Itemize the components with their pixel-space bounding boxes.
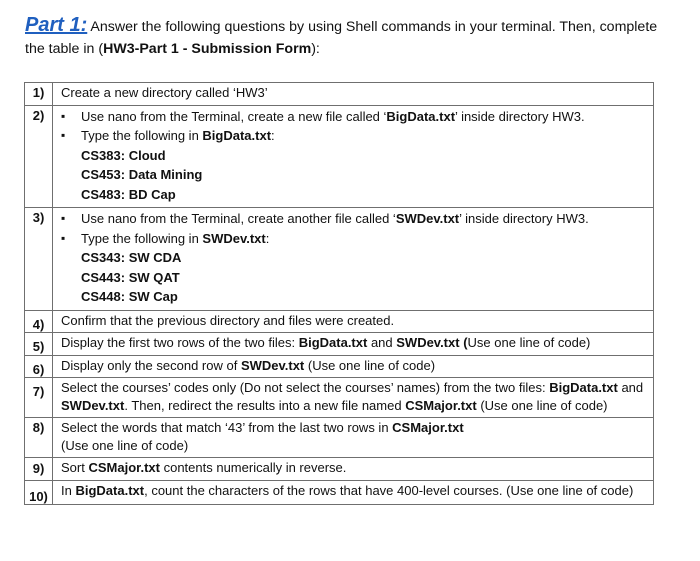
file-name: SWDev.txt: [202, 230, 266, 246]
row-content: [53, 418, 654, 458]
text-part: contents numerically in reverse.: [159, 460, 347, 475]
row-number: 2): [25, 105, 53, 208]
bullet-icon: ▪: [61, 211, 66, 225]
row-content: [53, 458, 654, 481]
text-part: ’ inside directory HW3.: [459, 211, 589, 226]
code-line: CS443: SW QAT: [81, 269, 180, 285]
text-part: Select the words that match ‘43’ from the last two rows in: [61, 420, 393, 435]
table-row: [25, 333, 654, 356]
text-part: and: [367, 335, 397, 350]
form-name: HW3-Part 1 - Submission Form: [103, 41, 312, 57]
text-part: (Use one line of code): [61, 437, 189, 453]
table-row: [25, 83, 654, 106]
questions-table: [24, 82, 654, 505]
file-name: BigData.txt: [386, 108, 456, 124]
file-name: BigData.txt: [549, 380, 618, 395]
text-part: In: [61, 482, 76, 498]
text-part: and: [617, 380, 644, 395]
text-part: Use nano from the Terminal, create a new file called ‘: [81, 108, 387, 124]
file-name: BigData.txt: [202, 128, 272, 143]
file-name: SWDev.txt: [395, 211, 460, 226]
file-name: SWDev.txt: [240, 357, 305, 373]
part-title: Part 1:: [25, 14, 88, 36]
bullet-text: [81, 107, 585, 127]
file-name: SWDev.txt: [396, 335, 460, 350]
file-name: BigData.txt: [298, 335, 368, 350]
row-content: [53, 83, 654, 106]
bullet-item: [61, 209, 647, 229]
text-part: Sort: [61, 460, 89, 475]
code-line: CS383: Cloud: [81, 147, 166, 163]
bullet-item: [61, 126, 647, 146]
text-part: . Then, redirect the results into a new file named: [124, 397, 406, 413]
row-content: [53, 378, 654, 418]
table-row: [25, 458, 654, 481]
table-row: [25, 310, 654, 333]
text-part: :: [271, 128, 275, 143]
file-name: SWDev.txt: [61, 397, 125, 413]
text-part: Type the following in: [81, 230, 203, 246]
bullet-icon: ▪: [61, 108, 66, 123]
bullet-icon: ▪: [61, 230, 66, 245]
code-line: CS483: BD Cap: [81, 186, 176, 202]
question-text: Create a new directory called ‘HW3’: [61, 85, 268, 100]
text-part: (Use one line of code): [304, 357, 436, 373]
intro-text-1: Answer the following questions by using Shell commands in your terminal. Then, complete the table in (: [25, 19, 658, 57]
table-row: [25, 378, 654, 418]
row-number: 7): [25, 378, 53, 418]
table-row: [25, 208, 654, 311]
text-part: Display the first two rows of the two files:: [61, 335, 299, 350]
row-content: [53, 310, 654, 333]
text-part: :: [265, 230, 270, 246]
bullet-text: [81, 126, 275, 146]
bullet-icon: ▪: [61, 128, 66, 142]
bullet-text: [81, 229, 269, 249]
text-part: (Use one line of code): [476, 397, 608, 413]
file-name: CSMajor.txt: [88, 460, 160, 475]
code-line: CS453: Data Mining: [81, 167, 203, 182]
question-text: Confirm that the previous directory and files were created.: [61, 312, 395, 328]
code-line: CS448: SW Cap: [81, 289, 178, 304]
table-row: [25, 105, 654, 208]
bullet-text: [81, 209, 589, 229]
text-part: Use nano from the Terminal, create another file called ‘: [81, 211, 396, 226]
code-line: CS343: SW CDA: [81, 250, 182, 265]
table-row: [25, 355, 654, 378]
row-number: 10): [25, 480, 53, 504]
file-name: BigData.txt: [75, 482, 145, 498]
bullet-item: [61, 107, 647, 127]
bullet-item: [61, 229, 647, 249]
file-name: CSMajor.txt: [405, 397, 477, 413]
row-content: [53, 355, 654, 378]
text-part: Use one line of code): [467, 335, 591, 350]
row-content: [53, 105, 654, 208]
row-content: [53, 333, 654, 356]
row-number: 4): [25, 310, 53, 333]
text-part: (: [459, 335, 468, 350]
text-part: Display only the second row of: [61, 357, 241, 373]
row-content: [53, 480, 654, 504]
text-part: Select the courses’ codes only (Do not select the courses’ names) from the two files:: [61, 380, 550, 395]
text-part: Type the following in: [81, 128, 203, 143]
text-part: , count the characters of the rows that have 400-level courses. (Use one line of code): [144, 482, 634, 498]
row-number: 6): [25, 355, 53, 378]
file-name: CSMajor.txt: [392, 420, 464, 435]
row-number: 8): [25, 418, 53, 458]
row-number: 1): [25, 83, 53, 106]
text-part: ’ inside directory HW3.: [455, 108, 585, 124]
row-number: 3): [25, 208, 53, 311]
header: [25, 14, 675, 60]
table-row: [25, 480, 654, 504]
table-row: [25, 418, 654, 458]
row-number: 9): [25, 458, 53, 481]
intro-text-2: ):: [311, 41, 320, 57]
row-content: [53, 208, 654, 311]
row-number: 5): [25, 333, 53, 356]
